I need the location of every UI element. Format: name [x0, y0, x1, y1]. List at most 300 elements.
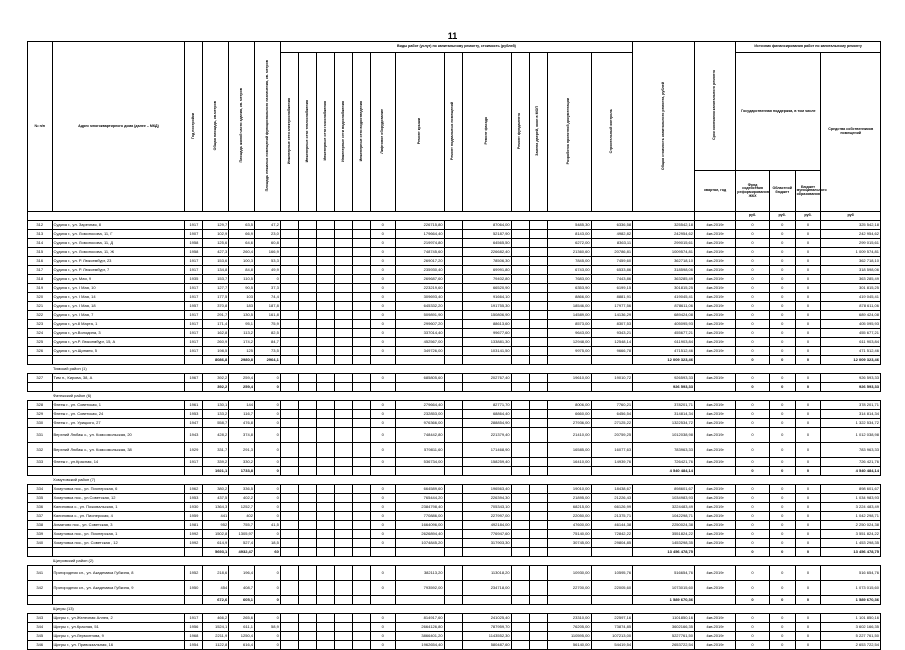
row-work-empty — [334, 302, 352, 311]
row-area-common: 75,9 — [255, 320, 281, 329]
row-lift: 0 — [371, 266, 396, 275]
row-facade: 78506,30 — [462, 257, 511, 266]
total-work-empty — [462, 356, 511, 365]
row-lift: 0 — [371, 320, 396, 329]
row-total-cost: 898601,67 — [633, 485, 695, 494]
total-work-empty — [529, 467, 547, 476]
row-design: 10930,00 — [547, 566, 591, 581]
row-work-empty — [353, 530, 371, 539]
row-work-empty — [298, 494, 316, 503]
row-address: Судиха г., ул. Ломоносова, 11, Д — [52, 239, 185, 248]
row-local: 0 — [795, 539, 821, 548]
header-regional: Областной бюджет — [769, 171, 795, 212]
row-lift: 0 — [371, 401, 396, 410]
row-work-empty — [334, 275, 352, 284]
row-year: 1981 — [185, 521, 203, 530]
row-fund: 0 — [736, 410, 770, 419]
row-doors — [529, 311, 547, 320]
row-doors — [529, 338, 547, 347]
row-owners: 378 201,71 — [821, 401, 881, 410]
row-area-common: 0 — [255, 458, 281, 467]
row-doors — [529, 266, 547, 275]
total-area-residential: 605,1 — [229, 596, 255, 605]
row-work-empty — [316, 248, 334, 257]
row-area-common: 0 — [255, 512, 281, 521]
row-year: 1954 — [185, 641, 203, 650]
total-work-empty — [334, 383, 352, 392]
header-funding-group: Источник финансирования работ по капитальному ремонту — [736, 42, 881, 53]
row-area-total: 291,7 — [203, 311, 229, 320]
row-design: 8006,00 — [547, 401, 591, 410]
row-work-empty — [334, 239, 352, 248]
row-work-empty — [316, 641, 334, 650]
row-work-empty — [298, 521, 316, 530]
row-lift: 0 — [371, 284, 396, 293]
row-deadline: 4кв.2019г — [695, 284, 736, 293]
row-supervision: 7459,60 — [591, 257, 633, 266]
row-number: 312 — [28, 221, 53, 230]
row-work-empty — [334, 320, 352, 329]
district-group-row — [28, 605, 881, 614]
total-work-empty — [280, 548, 298, 557]
row-owners: 2 250 024,38 — [821, 521, 881, 530]
row-area-common: 0 — [255, 401, 281, 410]
row-roof: 235930,40 — [395, 266, 444, 275]
row-fund: 0 — [736, 512, 770, 521]
row-roof: 232853,00 — [395, 410, 444, 419]
row-year: 1962 — [185, 485, 203, 494]
row-year: 1917 — [185, 293, 203, 302]
row-roof: 2384798,40 — [395, 503, 444, 512]
row-foundation — [511, 311, 529, 320]
row-work-empty — [316, 632, 334, 641]
total-owners: 1 589 670,36 — [821, 596, 881, 605]
row-work-empty — [316, 275, 334, 284]
row-work-empty — [334, 641, 352, 650]
row-work-empty — [334, 284, 352, 293]
row-work-empty — [334, 494, 352, 503]
header-work-doors: Замена дверей, окон в МОП — [529, 53, 547, 212]
row-area-residential: 144 — [229, 401, 255, 410]
row-area-residential: 183 — [229, 302, 255, 311]
row-roof: 509891,90 — [395, 311, 444, 320]
row-area-total: 339,2 — [203, 458, 229, 467]
row-supervision: 10595,76 — [591, 566, 633, 581]
total-area-common: 2964,1 — [255, 356, 281, 365]
total-work-empty — [280, 383, 298, 392]
row-local: 0 — [795, 530, 821, 539]
row-year: 1947 — [185, 419, 203, 428]
row-work-empty — [298, 311, 316, 320]
row-work-empty — [280, 248, 298, 257]
row-lift: 0 — [371, 221, 396, 230]
row-design: 19010,00 — [547, 485, 591, 494]
row-facade: 787959,70 — [462, 623, 511, 632]
row-roof: 3866401,20 — [395, 632, 444, 641]
row-number: 338 — [28, 521, 53, 530]
row-work-empty — [316, 221, 334, 230]
row-work-empty — [316, 320, 334, 329]
row-supervision: 46144,38 — [591, 521, 633, 530]
total-work-empty — [316, 596, 334, 605]
row-deadline: 4кв.2019г — [695, 401, 736, 410]
row-roof: 179664,40 — [395, 230, 444, 239]
row-doors — [529, 614, 547, 623]
row-total-cost: 926593,33 — [633, 374, 695, 383]
row-foundation — [511, 320, 529, 329]
total-work-empty — [316, 356, 334, 365]
header-work-heating: Инженерные сети теплоснабжения — [298, 53, 316, 212]
row-number: 342 — [28, 581, 53, 596]
row-address: Калиновка с., ул. Пожовальская, 1 — [52, 503, 185, 512]
row-number: 324 — [28, 329, 53, 338]
row-work-empty — [316, 443, 334, 458]
row-deadline: 4кв.2019г — [695, 521, 736, 530]
row-work-empty — [298, 614, 316, 623]
row-facade: 68864,40 — [462, 410, 511, 419]
total-work-empty — [547, 467, 591, 476]
row-area-common: 0 — [255, 614, 281, 623]
total-work-empty — [371, 356, 396, 365]
row-lift: 0 — [371, 632, 396, 641]
row-year: 1968 — [185, 632, 203, 641]
row-basement — [444, 485, 462, 494]
row-facade: 91664,10 — [462, 293, 511, 302]
table-row — [28, 320, 881, 329]
total-work-empty — [280, 467, 298, 476]
row-doors — [529, 581, 547, 596]
table-row — [28, 632, 881, 641]
row-year: 1929 — [185, 443, 203, 458]
row-number: 344 — [28, 623, 53, 632]
row-year: 1953 — [185, 410, 203, 419]
row-regional: 0 — [769, 401, 795, 410]
row-local: 0 — [795, 458, 821, 467]
row-owners: 516 654,76 — [821, 566, 881, 581]
row-supervision: 20759,25 — [591, 428, 633, 443]
row-deadline: 4кв.2019г — [695, 485, 736, 494]
total-work-empty — [371, 467, 396, 476]
row-local: 0 — [795, 221, 821, 230]
total-owners: 4 540 484,14 — [821, 467, 881, 476]
row-address: Судиха г., ул. I Мая, 7 — [52, 311, 185, 320]
total-work-empty — [298, 467, 316, 476]
row-work-empty — [334, 530, 352, 539]
row-fund: 0 — [736, 311, 770, 320]
row-design: 8573,00 — [547, 320, 591, 329]
row-area-common: 49,9 — [255, 266, 281, 275]
total-work-empty — [591, 596, 633, 605]
row-design: 30745,00 — [547, 539, 591, 548]
row-design: 12948,00 — [547, 338, 591, 347]
header-work-foundation: Ремонт фундамента — [511, 53, 529, 212]
row-area-common: 0 — [255, 443, 281, 458]
row-number: 341 — [28, 566, 53, 581]
row-area-total: 558,7 — [203, 419, 229, 428]
row-deadline: 4кв.2019г — [695, 581, 736, 596]
row-work-empty — [316, 458, 334, 467]
row-work-empty — [316, 266, 334, 275]
row-facade: 99677,60 — [462, 329, 511, 338]
row-design: 21410,00 — [547, 428, 591, 443]
row-roof: 269687,60 — [395, 275, 444, 284]
row-deadline: 4кв.2019г — [695, 632, 736, 641]
row-work-empty — [334, 521, 352, 530]
row-area-total: 260,9 — [203, 338, 229, 347]
header-work-water: Инженерные сети водоснабжения — [334, 53, 352, 212]
row-regional: 0 — [769, 530, 795, 539]
row-basement — [444, 338, 462, 347]
total-work-empty — [316, 383, 334, 392]
row-fund: 0 — [736, 239, 770, 248]
row-work-empty — [316, 302, 334, 311]
row-doors — [529, 419, 547, 428]
row-number: 319 — [28, 284, 53, 293]
row-area-residential: 527,4 — [229, 539, 255, 548]
row-doors — [529, 623, 547, 632]
row-work-empty — [334, 329, 352, 338]
table-row — [28, 623, 881, 632]
unit-local: руб. — [795, 212, 821, 221]
row-local: 0 — [795, 266, 821, 275]
row-work-empty — [353, 338, 371, 347]
row-work-empty — [298, 503, 316, 512]
row-work-empty — [334, 623, 352, 632]
row-number: 333 — [28, 458, 53, 467]
total-local: 0 — [795, 467, 821, 476]
row-area-total: 1364,3 — [203, 503, 229, 512]
district-total-row — [28, 383, 881, 392]
row-foundation — [511, 248, 529, 257]
row-fund: 0 — [736, 329, 770, 338]
row-foundation — [511, 443, 529, 458]
row-total-cost: 1034983,93 — [633, 494, 695, 503]
row-total-cost: 5227761,50 — [633, 632, 695, 641]
row-area-total: 437,5 — [203, 494, 229, 503]
row-number: 337 — [28, 512, 53, 521]
row-total-cost: 1042298,71 — [633, 512, 695, 521]
header-no: № п/п — [28, 42, 53, 212]
district-total-row — [28, 548, 881, 557]
row-area-common: 82,5 — [255, 329, 281, 338]
row-area-common: 0 — [255, 530, 281, 539]
row-year: 1953 — [185, 494, 203, 503]
row-year: 1917 — [185, 320, 203, 329]
row-area-common: 0 — [255, 581, 281, 596]
row-facade: 87064,00 — [462, 221, 511, 230]
row-roof: 579811,60 — [395, 443, 444, 458]
total-regional: 0 — [769, 596, 795, 605]
header-area-total: Общая площадь, кв.метров — [203, 42, 229, 212]
total-area-residential: 1733,8 — [229, 467, 255, 476]
row-address: Судиха г., ул.Р. Люксембург, 15, А — [52, 338, 185, 347]
row-work-empty — [280, 632, 298, 641]
row-lift: 0 — [371, 275, 396, 284]
row-foundation — [511, 347, 529, 356]
row-work-empty — [298, 284, 316, 293]
row-work-empty — [280, 641, 298, 650]
row-area-common: 73,5 — [255, 347, 281, 356]
row-work-empty — [280, 266, 298, 275]
row-facade: 776947,60 — [462, 530, 511, 539]
row-work-empty — [316, 347, 334, 356]
row-lift: 0 — [371, 458, 396, 467]
table-row — [28, 248, 881, 257]
row-number: 313 — [28, 230, 53, 239]
total-work-empty — [444, 467, 462, 476]
row-area-common: 0 — [255, 419, 281, 428]
unit-owners: руб — [821, 212, 881, 221]
row-number: 320 — [28, 293, 53, 302]
total-work-empty — [591, 356, 633, 365]
row-fund: 0 — [736, 428, 770, 443]
row-work-empty — [334, 485, 352, 494]
header-local: Бюджет муниципального образования — [795, 171, 821, 212]
row-local: 0 — [795, 443, 821, 458]
row-work-empty — [280, 623, 298, 632]
row-owners: 5 227 761,50 — [821, 632, 881, 641]
row-work-empty — [353, 284, 371, 293]
row-fund: 0 — [736, 623, 770, 632]
group-spacer — [28, 557, 53, 566]
row-work-empty — [353, 221, 371, 230]
row-lift: 0 — [371, 485, 396, 494]
row-foundation — [511, 374, 529, 383]
row-work-empty — [334, 410, 352, 419]
total-work-empty — [334, 596, 352, 605]
row-area-residential: 260,4 — [229, 248, 255, 257]
row-supervision: 22005,60 — [591, 581, 633, 596]
row-address: Судиха г., ул.Щипаня, 5 — [52, 347, 185, 356]
row-facade: 158259,40 — [462, 458, 511, 467]
header-row-1 — [28, 42, 881, 53]
row-area-residential: 110,5 — [229, 275, 255, 284]
row-basement — [444, 566, 462, 581]
header-work-design: Разработка проектной документации — [547, 53, 591, 212]
row-total-cost: 419045,41 — [633, 293, 695, 302]
row-total-cost: 318598,06 — [633, 266, 695, 275]
row-basement — [444, 632, 462, 641]
row-number: 314 — [28, 239, 53, 248]
row-owners: 1 042 298,71 — [821, 512, 881, 521]
row-area-total: 466,2 — [203, 614, 229, 623]
row-area-total: 153,7 — [203, 275, 229, 284]
row-work-empty — [280, 530, 298, 539]
row-number: 345 — [28, 632, 53, 641]
row-work-empty — [280, 257, 298, 266]
row-area-residential: 130,5 — [229, 311, 255, 320]
row-year: 1917 — [185, 458, 203, 467]
district-group-row — [28, 557, 881, 566]
row-total-cost: 325542,18 — [633, 221, 695, 230]
row-work-empty — [298, 338, 316, 347]
total-work-empty — [591, 383, 633, 392]
row-facade: 492184,00 — [462, 521, 511, 530]
row-facade: 196563,40 — [462, 485, 511, 494]
table-row — [28, 302, 881, 311]
row-area-residential: 64,6 — [229, 239, 255, 248]
row-area-common: 0 — [255, 428, 281, 443]
row-total-cost: 726421,76 — [633, 458, 695, 467]
row-local: 0 — [795, 248, 821, 257]
row-foundation — [511, 632, 529, 641]
row-basement — [444, 266, 462, 275]
row-facade: 221379,40 — [462, 428, 511, 443]
row-design: 8866,00 — [547, 293, 591, 302]
row-doors — [529, 632, 547, 641]
row-roof: 349726,00 — [395, 347, 444, 356]
total-work-empty — [298, 383, 316, 392]
row-fund: 0 — [736, 221, 770, 230]
row-roof: 1962654,40 — [395, 641, 444, 650]
row-regional: 0 — [769, 485, 795, 494]
row-supervision: 9666,78 — [591, 347, 633, 356]
total-area: 672,6 — [203, 596, 229, 605]
row-area-common: 41,5 — [255, 521, 281, 530]
row-lift: 0 — [371, 581, 396, 596]
row-local: 0 — [795, 284, 821, 293]
row-fund: 0 — [736, 248, 770, 257]
row-work-empty — [298, 419, 316, 428]
total-work-empty — [547, 356, 591, 365]
row-year: 1950 — [185, 581, 203, 596]
row-facade: 241025,40 — [462, 614, 511, 623]
row-owners: 1 034 983,93 — [821, 494, 881, 503]
row-work-empty — [353, 230, 371, 239]
row-deadline: 4кв.2019г — [695, 293, 736, 302]
total-spacer-addr — [52, 383, 185, 392]
row-work-empty — [298, 329, 316, 338]
row-owners: 242 954,62 — [821, 230, 881, 239]
row-facade: 52187,90 — [462, 230, 511, 239]
row-deadline: 4кв.2019г — [695, 512, 736, 521]
table-row — [28, 230, 881, 239]
row-work-empty — [280, 410, 298, 419]
row-basement — [444, 239, 462, 248]
row-doors — [529, 521, 547, 530]
row-area-residential: 116,7 — [229, 410, 255, 419]
row-work-empty — [298, 566, 316, 581]
row-work-empty — [353, 248, 371, 257]
row-area-common: 0 — [255, 374, 281, 383]
total-area: 8086,8 — [203, 356, 229, 365]
row-design: 23310,00 — [547, 614, 591, 623]
district-label: Фатежский район (6) — [52, 392, 881, 401]
row-work-empty — [280, 329, 298, 338]
row-work-empty — [353, 410, 371, 419]
row-number: 325 — [28, 338, 53, 347]
row-regional: 0 — [769, 614, 795, 623]
row-basement — [444, 428, 462, 443]
row-work-empty — [334, 338, 352, 347]
row-total-cost: 378201,71 — [633, 401, 695, 410]
row-year: 1967 — [185, 374, 203, 383]
row-work-empty — [280, 539, 298, 548]
row-supervision: 72842,22 — [591, 530, 633, 539]
row-total-cost: 363285,49 — [633, 275, 695, 284]
header-work-gas: Инженерные сети газоснабжения — [316, 53, 334, 212]
row-regional: 0 — [769, 632, 795, 641]
row-work-empty — [316, 581, 334, 596]
row-basement — [444, 302, 462, 311]
row-year: 1958 — [185, 239, 203, 248]
table-row — [28, 374, 881, 383]
row-number: 346 — [28, 641, 53, 650]
total-work-empty — [280, 356, 298, 365]
row-lift: 0 — [371, 494, 396, 503]
row-roof: 645332,20 — [395, 302, 444, 311]
row-basement — [444, 410, 462, 419]
